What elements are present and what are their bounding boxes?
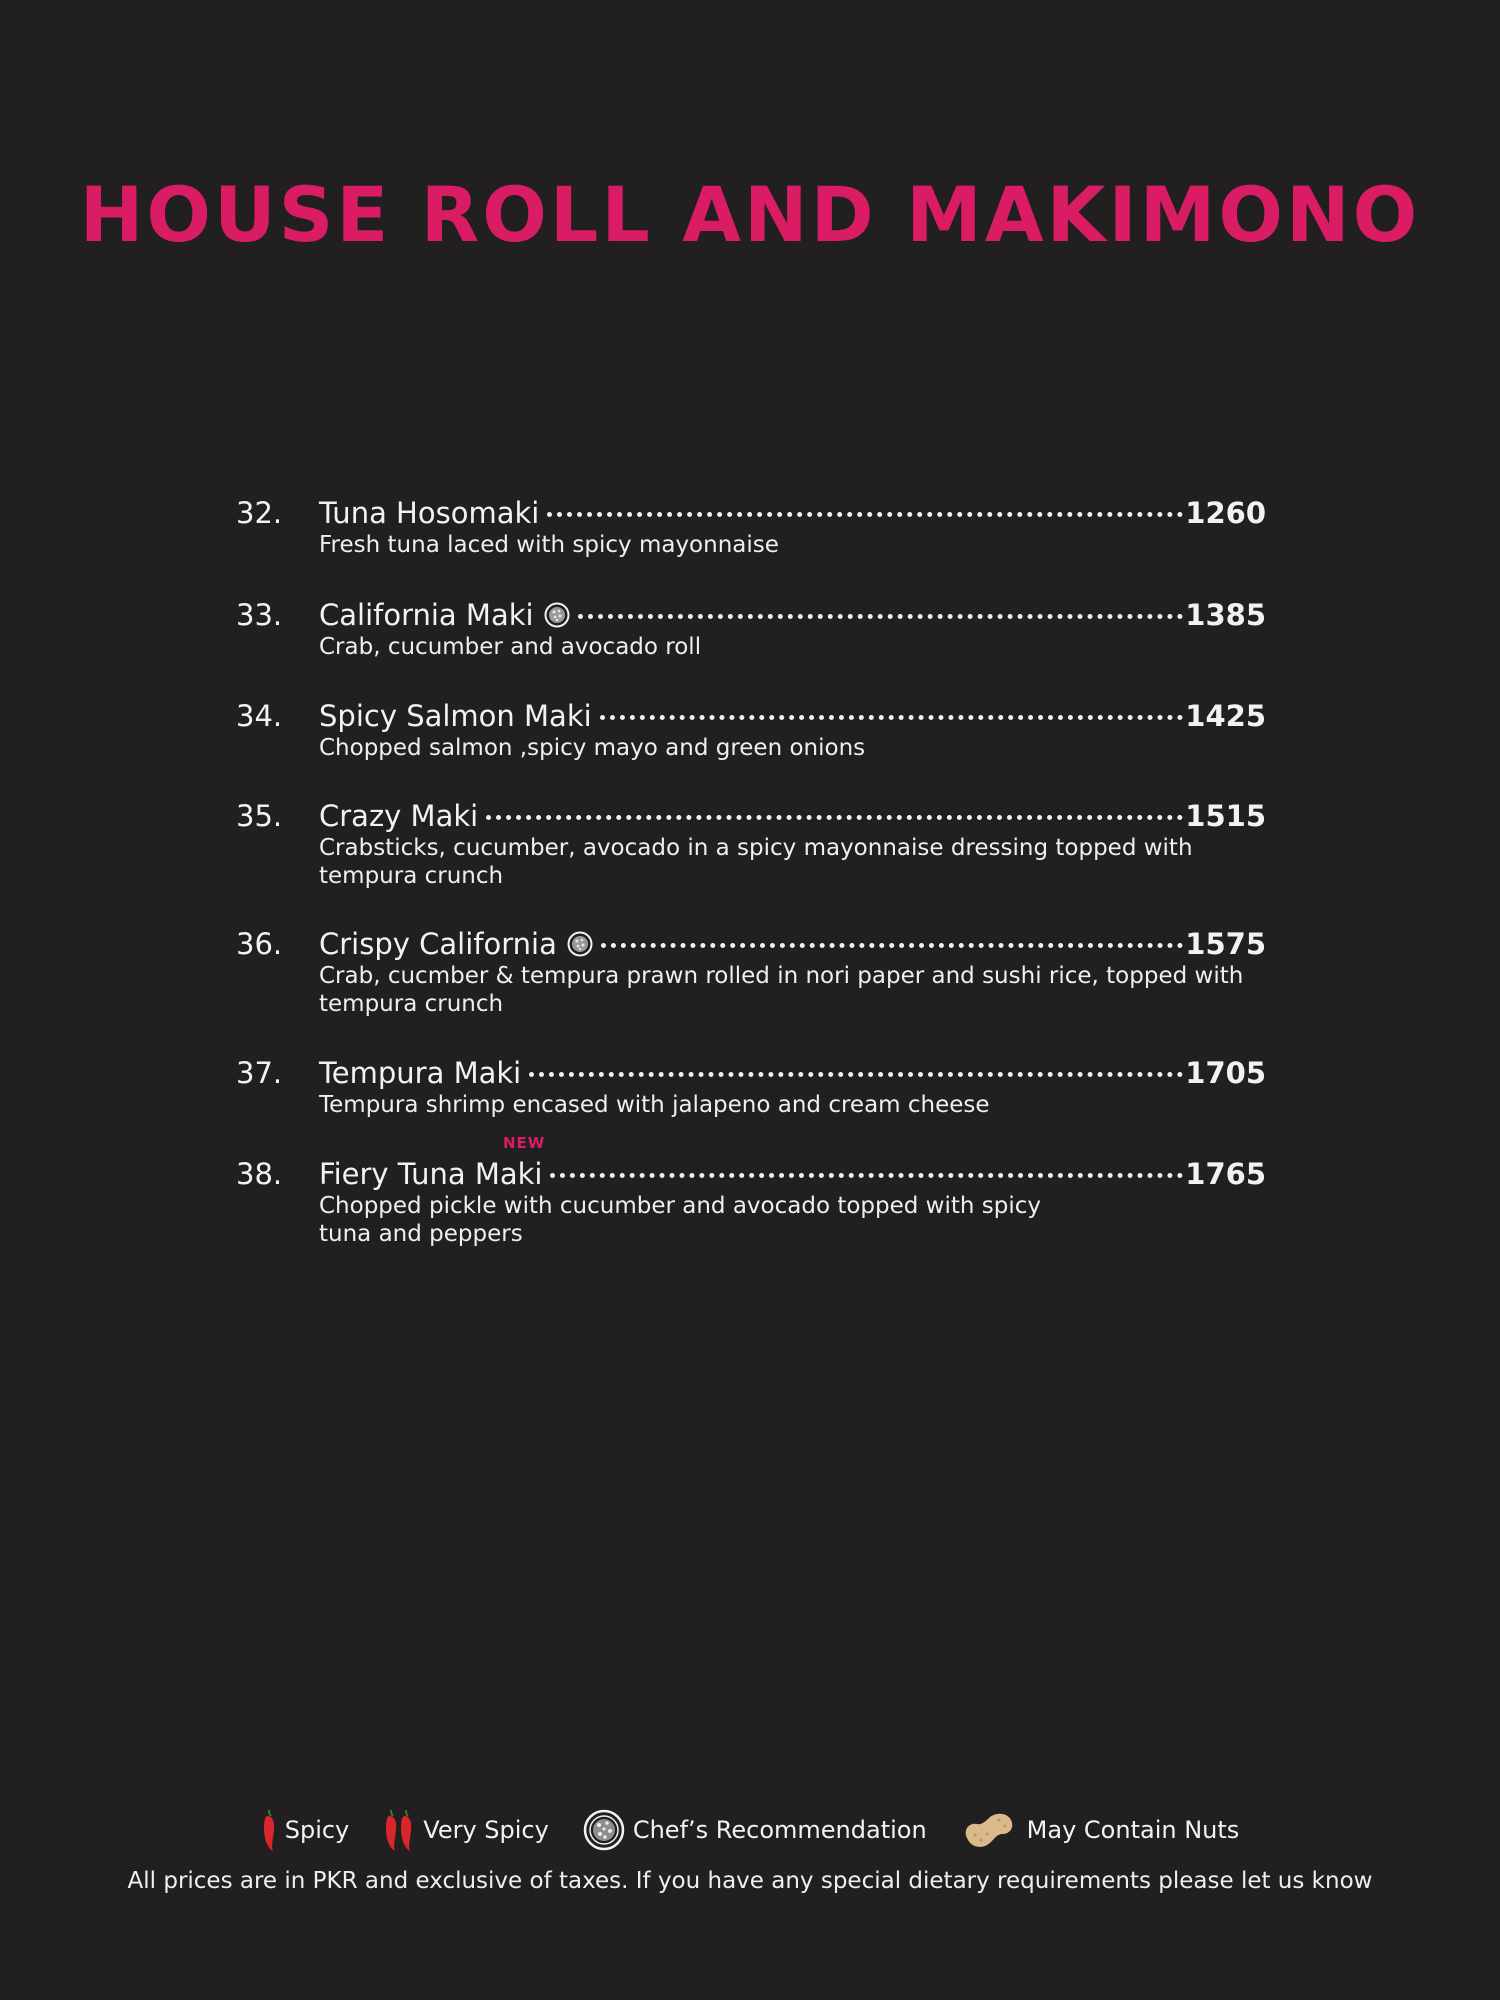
item-description: Crab, cucumber and avocado roll	[319, 634, 702, 660]
dot-leader	[547, 512, 1183, 517]
item-description: Crabsticks, cucumber, avocado in a spicy mayonnaise dressing topped with tempura crunch	[319, 835, 1193, 889]
chef-recommendation-icon	[544, 602, 570, 628]
item-price: 1260	[1185, 496, 1266, 530]
item-description: Chopped pickle with cucumber and avocado topped with spicy tuna and peppers	[319, 1193, 1042, 1247]
item-number: 37.	[236, 1056, 283, 1090]
legend-nuts	[961, 1808, 1240, 1852]
item-number: 38.	[236, 1157, 283, 1191]
double-chili-icon	[383, 1808, 415, 1852]
item-price: 1575	[1185, 927, 1266, 961]
item-price: 1425	[1185, 699, 1266, 733]
item-price: 1765	[1185, 1157, 1266, 1191]
page-title: HOUSE ROLL AND MAKIMONO	[79, 170, 1421, 259]
legend-spicy	[261, 1808, 350, 1852]
item-name: Tempura Maki	[319, 1056, 522, 1090]
item-name: Tuna Hosomaki	[319, 496, 540, 530]
legend-chef	[583, 1809, 927, 1851]
item-number: 32.	[236, 496, 283, 530]
dot-leader	[486, 815, 1183, 820]
item-number: 34.	[236, 699, 283, 733]
dot-leader	[600, 715, 1184, 720]
legend-spicy-label: Spicy	[284, 1816, 350, 1844]
new-badge: NEW	[503, 1134, 546, 1152]
chef-recommendation-icon	[583, 1809, 625, 1851]
item-name: California Maki	[319, 598, 534, 632]
chef-recommendation-icon	[567, 931, 593, 957]
legend-nuts-label: May Contain Nuts	[1026, 1816, 1240, 1844]
item-price: 1385	[1185, 598, 1266, 632]
item-name: Crazy Maki	[319, 799, 479, 833]
item-description: Tempura shrimp encased with jalapeno and cream cheese	[319, 1092, 990, 1118]
legend	[0, 1808, 1500, 1852]
item-description: Chopped salmon ,spicy mayo and green onions	[319, 735, 866, 761]
item-name: Fiery Tuna Maki	[319, 1157, 543, 1191]
dot-leader	[578, 614, 1184, 619]
footer-note: All prices are in PKR and exclusive of taxes. If you have any special dietary requirements please let us know	[127, 1868, 1373, 1894]
legend-very-spicy	[383, 1808, 549, 1852]
legend-very-spicy-label: Very Spicy	[423, 1816, 549, 1844]
item-name: Crispy California	[319, 927, 557, 961]
item-description: Fresh tuna laced with spicy mayonnaise	[319, 532, 779, 558]
item-number: 33.	[236, 598, 283, 632]
item-number: 36.	[236, 927, 283, 961]
item-description: Crab, cucmber & tempura prawn rolled in nori paper and sushi rice, topped with tempura crunch	[319, 963, 1244, 1017]
item-number: 35.	[236, 799, 283, 833]
item-price: 1515	[1185, 799, 1266, 833]
chili-icon	[261, 1808, 277, 1852]
dot-leader	[529, 1072, 1183, 1077]
dot-leader	[601, 943, 1183, 948]
legend-chef-label: Chef’s Recommendation	[632, 1816, 927, 1844]
item-price: 1705	[1185, 1056, 1266, 1090]
dot-leader	[550, 1173, 1183, 1178]
peanut-icon	[961, 1808, 1019, 1852]
item-name: Spicy Salmon Maki	[319, 699, 592, 733]
